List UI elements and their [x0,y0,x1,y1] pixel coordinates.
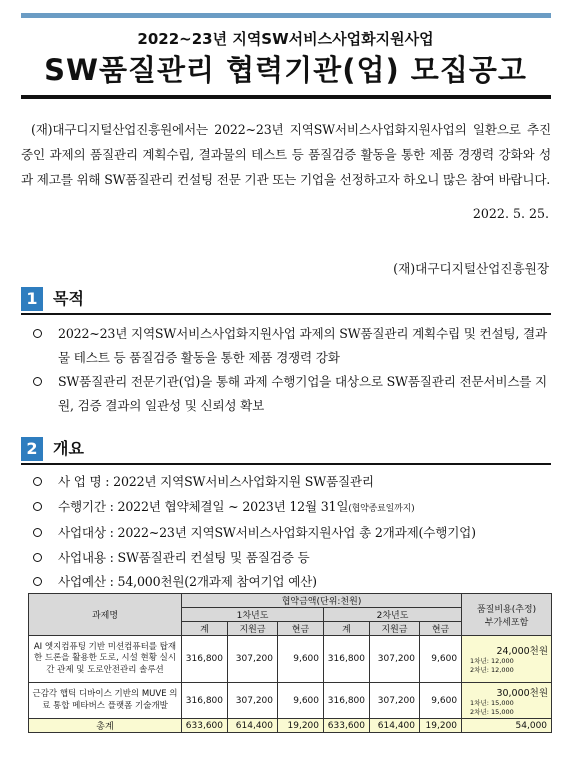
circle-bullet-icon [33,377,42,386]
table-row [29,636,552,683]
title-divider [21,95,551,99]
list-item [30,370,550,418]
section-number-badge: 1 [21,287,43,311]
top-accent-bar [21,13,551,18]
section-divider [21,313,551,315]
circle-bullet-icon [33,577,42,586]
circle-bullet-icon [33,477,42,486]
circle-bullet-icon [33,528,42,537]
quality-cost-year1: 1차년: 12,000 [470,657,514,665]
header-support: 지원금 [370,622,420,636]
list-item-text: 사업예산 : 54,000천원(2개과제 참여기업 예산) [58,574,317,589]
quality-cost-cell [462,683,552,719]
quality-cost-total-cell: 54,000 [462,719,552,733]
list-item-note: (협약종료일까지) [348,503,415,514]
y1-total-cell: 316,800 [182,636,228,683]
project-name-cell: AI 엣지컴퓨팅 기반 미션컴퓨터를 탑재한 드론을 활용한 도로, 시설 현황 실시간 관제 및 도로안전관리 솔루션 [29,636,182,683]
project-name-cell: 근감각 햅틱 디바이스 기반의 MUVE 의료 통합 메타버스 플랫폼 기술개발 [29,683,182,719]
circle-bullet-icon [33,502,42,511]
issuing-organization: (재)대구디지털산업진흥원장 [393,261,549,276]
y2-cash-cell: 9,600 [420,636,462,683]
header-quality-cost-note: 부가세포함 [484,617,529,628]
list-item [30,546,550,571]
header-cash: 현금 [278,622,324,636]
section-divider [21,463,551,465]
list-item-text: 사업대상 : 2022~23년 지역SW서비스사업화지원사업 총 2개과제(수행기업) [58,525,476,540]
notice-subtitle: 2022~23년 지역SW서비스사업화지원사업 [137,30,434,48]
y1-support-cell: 614,400 [228,719,278,733]
list-item-text: 2022~23년 지역SW서비스사업화지원사업 과제의 SW품질관리 계획수립 및 컨설팅, 결과물 테스트 등 품질검증 활동을 통한 제품 경쟁력 강화 [58,326,547,365]
y2-support-cell: 614,400 [370,719,420,733]
section-title: 목적 [53,289,84,308]
y2-total-cell: 316,800 [324,683,370,719]
quality-cost-value: 30,000천원 [496,687,549,699]
header-cash: 현금 [420,622,462,636]
section-purpose-header [21,287,551,311]
quality-cost-year1: 1차년: 15,000 [470,698,514,707]
quality-cost-value: 24,000천원 [496,646,549,657]
y1-total-cell: 316,800 [182,683,228,719]
header-quality-cost [462,594,552,636]
list-item-text: SW품질관리 전문기관(업)을 통해 과제 수행기업을 대상으로 SW품질관리 전문서비스를 지원, 검증 결과의 일관성 및 신뢰성 확보 [58,374,548,413]
list-item [30,521,550,546]
intro-paragraph: (재)대구디지털산업진흥원에서는 2022~23년 지역SW서비스사업화지원사업의 일환으로 추진중인 과제의 품질관리 계획수립, 결과물의 테스트 등 품질검증 활동을 통한 제품 경쟁력 강화와 성과 제고를 위해 SW품질관리 컨설팅 전문 기관 또는 기업을 선정하고자 하오니 많은 참여 바랍니다. [21,122,551,187]
y2-total-cell: 316,800 [324,636,370,683]
table-row [29,683,552,719]
header-total: 계 [182,622,228,636]
overview-list [30,470,550,595]
list-item-text: 사업내용 : SW품질관리 컨설팅 및 품질검증 등 [58,549,310,565]
y2-cash-cell: 19,200 [420,719,462,733]
header-year1: 1차년도 [182,608,324,622]
budget-table [28,593,552,733]
y1-cash-cell: 9,600 [278,683,324,719]
list-item [30,470,550,495]
list-item [30,322,550,370]
y1-cash-cell: 9,600 [278,636,324,683]
header-quality-cost-label: 품질비용(추정) [476,604,537,615]
y2-cash-cell: 9,600 [420,683,462,719]
quality-cost-year2: 2차년: 12,000 [470,666,514,674]
notice-title: SW품질관리 협력기관(업) 모집공고 [44,53,527,87]
y1-cash-cell: 19,200 [278,719,324,733]
list-item [30,570,550,595]
header-support: 지원금 [228,622,278,636]
section-title: 개요 [53,439,84,458]
section-number-badge: 2 [21,437,43,461]
y2-support-cell: 307,200 [370,636,420,683]
y2-support-cell: 307,200 [370,683,420,719]
notice-date: 2022. 5. 25. [472,206,549,221]
section-overview-header [21,437,551,461]
list-item-text: 사 업 명 : 2022년 지역SW서비스사업화지원 SW품질관리 [58,474,374,489]
total-label-cell: 총계 [29,719,182,733]
header-contract-amount: 협약금액(단위:천원) [182,594,462,608]
header-total: 계 [324,622,370,636]
quality-cost-cell [462,636,552,683]
purpose-list [30,322,550,418]
list-item [30,495,550,522]
y1-total-cell: 633,600 [182,719,228,733]
header-project: 과제명 [29,594,182,636]
y1-support-cell: 307,200 [228,683,278,719]
table-header-row [29,594,552,608]
list-item-text: 수행기간 : 2022년 협약체결일 ~ 2023년 12월 31일 [58,498,349,514]
header-year2: 2차년도 [324,608,462,622]
table-total-row [29,719,552,733]
y1-support-cell: 307,200 [228,636,278,683]
quality-cost-year2: 2차년: 15,000 [470,707,514,716]
circle-bullet-icon [33,553,42,562]
y2-total-cell: 633,600 [324,719,370,733]
circle-bullet-icon [33,329,42,338]
